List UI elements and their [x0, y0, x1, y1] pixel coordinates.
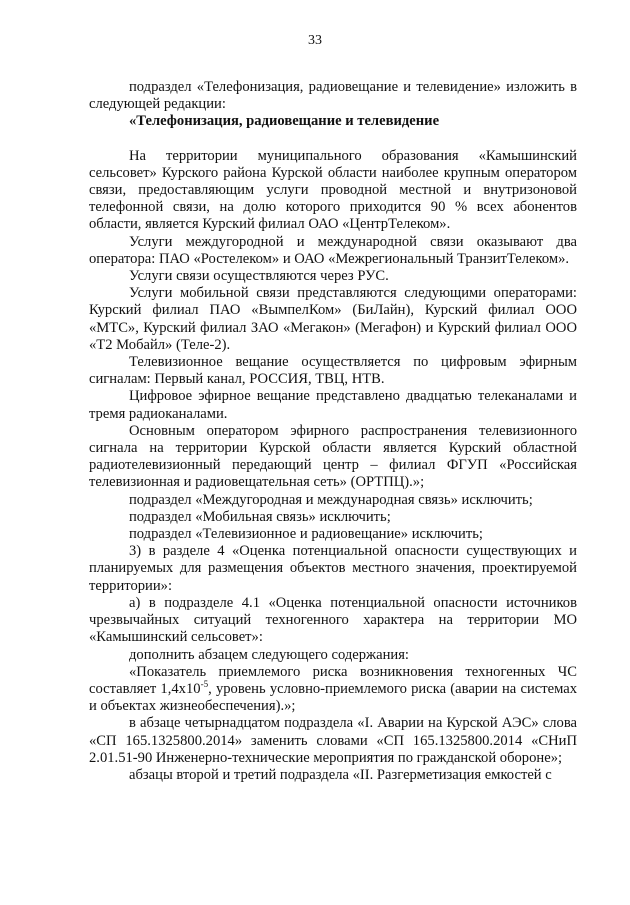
paragraph: Цифровое эфирное вещание представлено двадцатью телеканалами и тремя радиоканалами. [89, 388, 577, 422]
paragraph: в абзаце четырнадцатом подраздела «I. Аварии на Курской АЭС» слова «СП 165.1325800.2014» заменить словами «СП 165.1325800.2014 «СНиП 2.01.51-90 Инженерно-технические мероприятия по гражданской обороне»; [89, 715, 577, 766]
risk-exponent: -5 [200, 679, 209, 690]
paragraph: подраздел «Междугородная и международная связь» исключить; [129, 491, 533, 508]
paragraph: подраздел «Телевизионное и радиовещание» исключить; [129, 526, 483, 543]
paragraph: Основным оператором эфирного распространения телевизионного сигнала на территории Курской области является Курский областной радиотелевизионный передающий центр – филиал ФГУП «Российская телевизионная и радиовещательная сеть» (ОРТПЦ).»; [89, 422, 577, 491]
paragraph: а) в подразделе 4.1 «Оценка потенциальной опасности источников чрезвычайных ситуаций техногенного характера на территории МО «Камышинский сельсовет»: [89, 594, 577, 646]
paragraph: дополнить абзацем следующего содержания: [129, 646, 409, 663]
risk-text-before: «Показатель приемлемого риска возникновения техногенных ЧС составляет 1,4х10 [89, 663, 577, 697]
document-body [89, 79, 577, 784]
paragraph: Телевизионное вещание осуществляется по цифровым эфирным сигналам: Первый канал, РОССИЯ, ТВЦ, НТВ. [89, 354, 577, 388]
paragraph: Услуги связи осуществляются через РУС. [129, 268, 389, 285]
risk-paragraph [89, 664, 577, 716]
paragraph: подраздел «Мобильная связь» исключить; [129, 508, 391, 525]
paragraph: Услуги междугородной и международной связи оказывают два оператора: ПАО «Ростелеком» и ОАО «Межрегиональный ТранзитТелеком». [89, 233, 577, 267]
paragraph: На территории муниципального образования «Камышинский сельсовет» Курского района Курской области наиболее крупным оператором связи, предоставляющим услуги проводной местной и внутризоновой телефонной связи, на долю которого приходится 90 % всех абонентов области, является Курский филиал ОАО «ЦентрТелеком». [89, 147, 577, 233]
paragraph: Услуги мобильной связи представляются следующими операторами: Курский филиал ПАО «ВымпелКом» (БиЛайн), Курский филиал ООО «МТС», Курский филиал ЗАО «Мегакон» (Мегафон) и Курский филиал ООО «Т2 Мобайл» (Теле-2). [89, 285, 577, 353]
risk-text-after: , уровень условно-приемлемого риска (аварии на системах и объектах жизнеобеспечения).»; [89, 680, 577, 715]
paragraph: подраздел «Телефонизация, радиовещание и телевидение» изложить в следующей редакции: [89, 79, 577, 113]
section-heading: «Телефонизация, радиовещание и телевидение [129, 113, 440, 130]
paragraph: 3) в разделе 4 «Оценка потенциальной опасности существующих и планируемых для размещения объектов местного значения, проектируемой территории»: [89, 543, 577, 594]
page-number: 33 [308, 33, 322, 48]
paragraph: абзацы второй и третий подраздела «II. Разгерметизация емкостей с [129, 766, 552, 783]
